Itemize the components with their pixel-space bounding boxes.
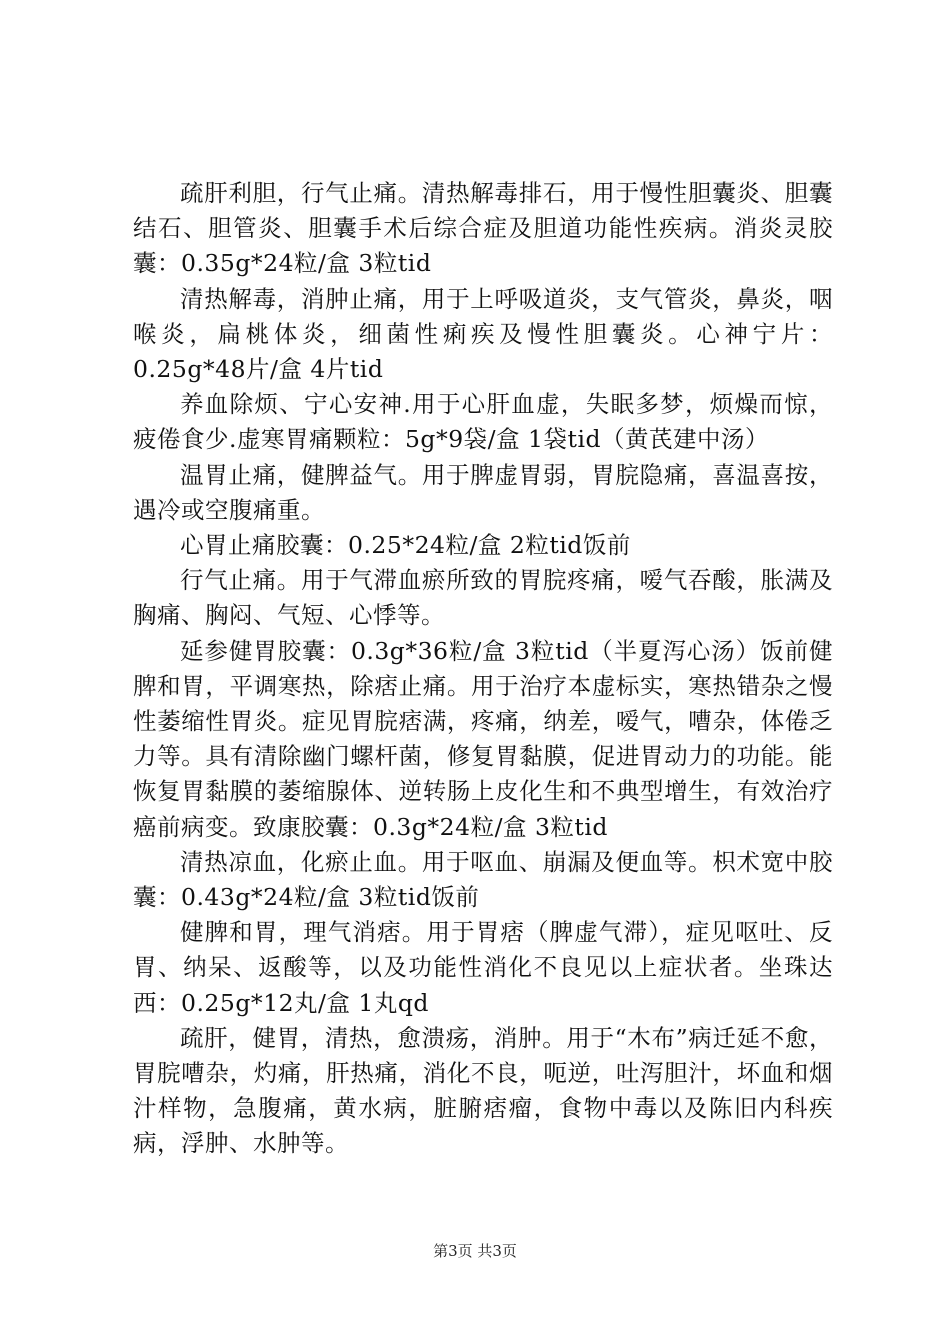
paragraph-1: 疏肝利胆，行气止痛。清热解毒排石，用于慢性胆囊炎、胆囊结石、胆管炎、胆囊手术后综合症及胆道功能性疾病。消炎灵胶囊：0.35g*24粒/盒 3粒tid	[133, 179, 833, 278]
paragraph-6: 行气止痛。用于气滞血瘀所致的胃脘疼痛，嗳气吞酸，胀满及胸痛、胸闷、气短、心悸等。	[133, 566, 833, 630]
document-body	[133, 176, 833, 1162]
paragraph-9: 健脾和胃，理气消痞。用于胃痞（脾虚气滞），症见呕吐、反胃、纳呆、返酸等，以及功能性消化不良见以上症状者。坐珠达西：0.25g*12丸/盒 1丸qd	[133, 918, 833, 1017]
paragraph-7: 延参健胃胶囊：0.3g*36粒/盒 3粒tid（半夏泻心汤）饭前健脾和胃，平调寒热，除痞止痛。用于治疗本虚标实，寒热错杂之慢性萎缩性胃炎。症见胃脘痞满，疼痛，纳差，嗳气，嘈杂，体倦乏力等。具有清除幽门螺杆菌，修复胃黏膜，促进胃动力的功能。能恢复胃黏膜的萎缩腺体、逆转肠上皮化生和不典型增生，有效治疗癌前病变。致康胶囊：0.3g*24粒/盒 3粒tid	[133, 636, 833, 841]
page-number: 第3页 共3页	[433, 1242, 517, 1260]
paragraph-5: 心胃止痛胶囊：0.25*24粒/盒 2粒tid饭前	[180, 531, 631, 560]
paragraph-8: 清热凉血，化瘀止血。用于呕血、崩漏及便血等。枳术宽中胶囊：0.43g*24粒/盒 3粒tid饭前	[133, 847, 833, 912]
paragraph-2: 清热解毒，消肿止痛，用于上呼吸道炎，支气管炎，鼻炎，咽喉炎，扁桃体炎，细菌性痢疾及慢性胆囊炎。心神宁片：0.25g*48片/盒 4片tid	[133, 284, 833, 384]
paragraph-3: 养血除烦、宁心安神.用于心肝血虚，失眠多梦，烦燥而惊，疲倦食少.虚寒胃痛颗粒：5g*9袋/盒 1袋tid（黄芪建中汤）	[133, 390, 833, 454]
paragraph-4: 温胃止痛，健脾益气。用于脾虚胃弱，胃脘隐痛，喜温喜按，遇冷或空腹痛重。	[133, 460, 833, 524]
paragraph-10: 疏肝，健胃，清热，愈溃疡，消肿。用于“木布”病迁延不愈，胃脘嘈杂，灼痛，肝热痛，消化不良，呃逆，吐泻胆汁，坏血和烟汁样物，急腹痛，黄水病，脏腑痞瘤，食物中毒以及陈旧内科疾病，浮肿、水肿等。	[133, 1023, 833, 1158]
page-footer	[0, 1241, 950, 1261]
